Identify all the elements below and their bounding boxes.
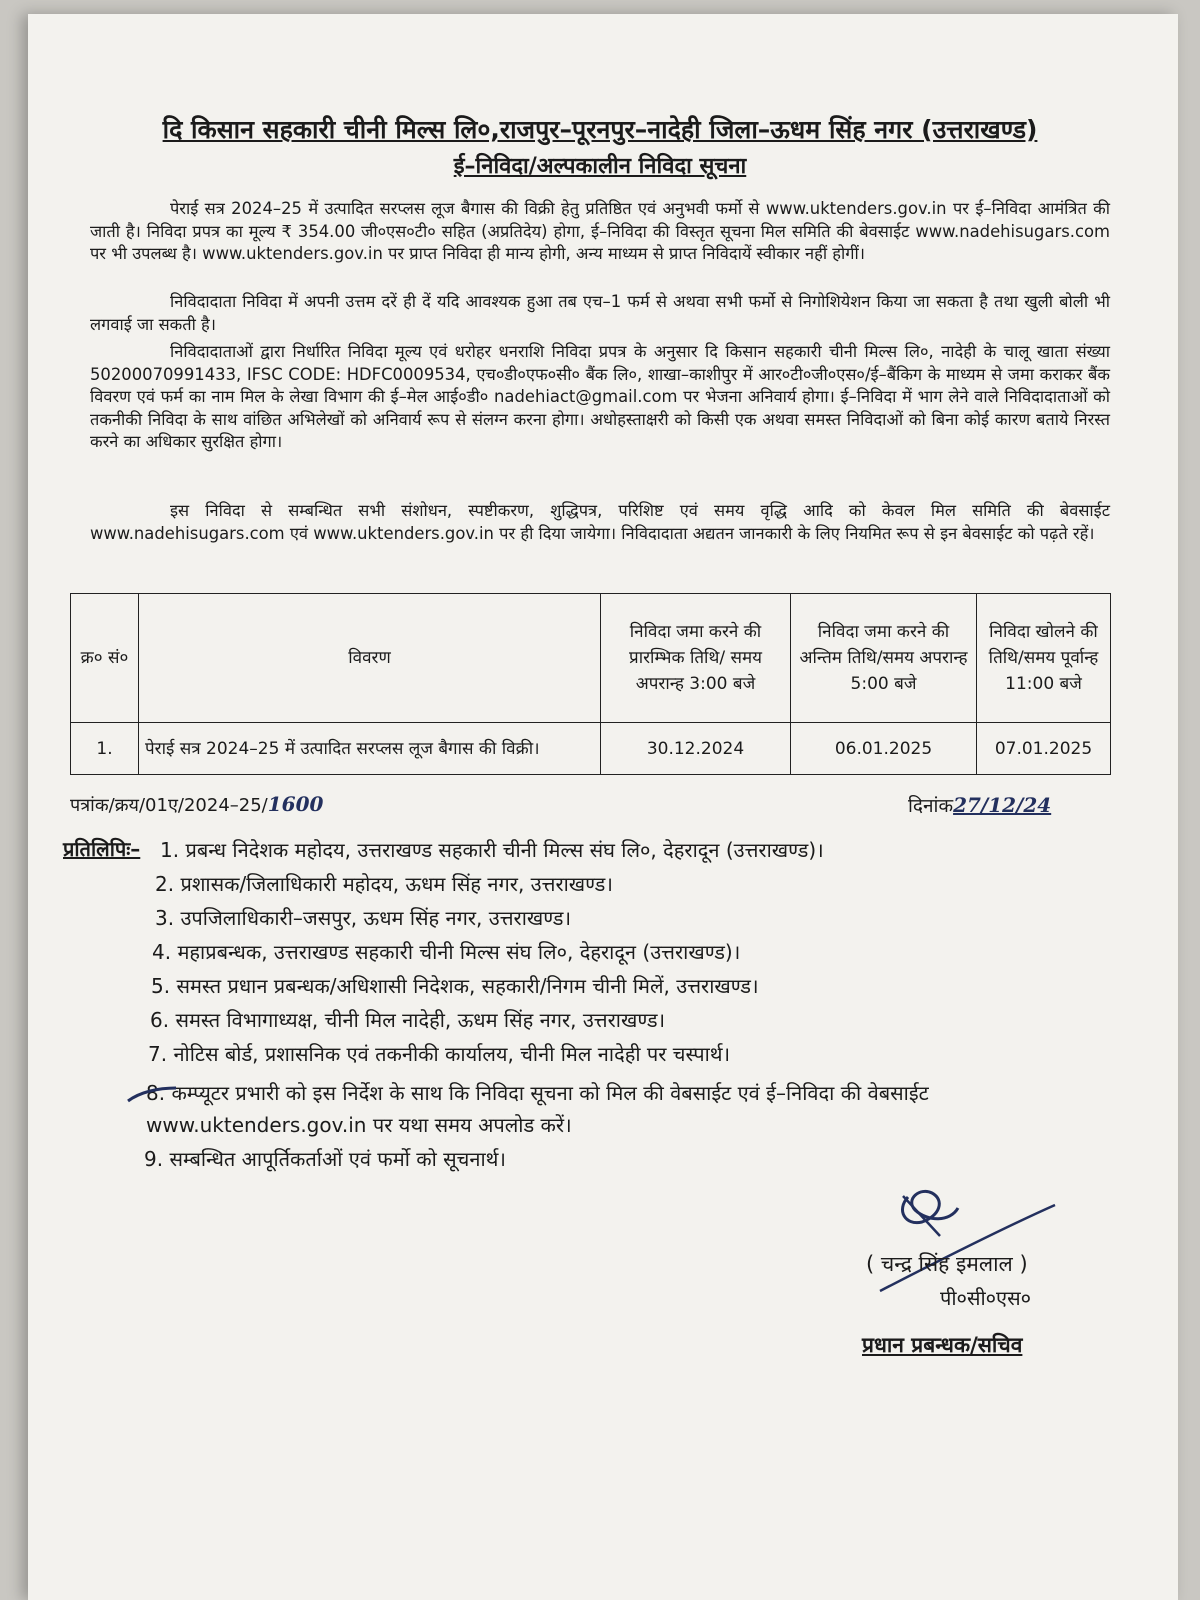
copy-item-4: 4. महाप्रबन्धक, उत्तराखण्ड सहकारी चीनी मिल्स संघ लि०, देहरादून (उत्तराखण्ड)। [152, 940, 741, 964]
copy-to-heading: प्रतिलिपिः– [63, 837, 141, 861]
paragraph-2: निविदादाता निविदा में अपनी उत्तम दरें ही दें यदि आवश्यक हुआ तब एच–1 फर्म से अथवा सभी फर्मो से निगोशियेशन किया जा सकता है तथा खुली बोली भी लगवाई जा सकती है। [90, 292, 1110, 334]
header-sno: क्र० सं० [71, 594, 139, 723]
copy-item-3: 3. उपजिलाधिकारी–जसपुर, ऊधम सिंह नगर, उत्तराखण्ड। [155, 906, 572, 930]
copy-item-9: 9. सम्बन्धित आपूर्तिकर्ताओं एवं फर्मो को सूचनार्थ। [144, 1147, 506, 1171]
reference-handwritten-number: 1600 [267, 792, 324, 816]
check-mark [128, 1088, 176, 1101]
signatory-name: ( चन्द्र सिंह इमलाल ) [866, 1252, 1028, 1276]
copy-item-8: 8. कम्प्यूटर प्रभारी को इस निर्देश के साथ कि निविदा सूचना को मिल की वेबसाईट एवं ई–निविदा की वेबसाईट www.uktenders.gov.in पर यथा समय अपलोड करें। [146, 1081, 929, 1137]
signatory-designation: पी०सी०एस० [940, 1286, 1032, 1310]
notice-subtitle: ई–निविदा/अल्पकालीन निविदा सूचना [453, 154, 747, 179]
header-opening-date: निविदा खोलने की तिथि/समय पूर्वान्ह 11:00 बजे [977, 594, 1111, 723]
document-title: दि किसान सहकारी चीनी मिल्स लि०,राजपुर–पूरनपुर–नादेही जिला–ऊधम सिंह नगर (उत्तराखण्ड) [162, 115, 1038, 144]
copy-item-2: 2. प्रशासक/जिलाधिकारी महोदय, ऊधम सिंह नगर, उत्तराखण्ड। [155, 872, 613, 896]
cell-sno: 1. [71, 723, 139, 775]
header-description: विवरण [139, 594, 601, 723]
paragraph-3: निविदादाताओं द्वारा निर्धारित निविदा मूल्य एवं धरोहर धनराशि निविदा प्रपत्र के अनुसार दि किसान सहकारी चीनी मिल्स लि०, नादेही के चालू खाता संख्या 50200070991433, IFSC CODE: HDFC0009534, एच०डी०एफ०सी० बैंक लि०, शाखा–काशीपुर में आर०टी०जी०एस०/ई–बैंकिग के माध्यम से जमा कराकर बैंक विवरण एवं फर्म का नाम मिल के लेखा विभाग की ई–मेल आई०डी० nadehiact@gmail.com पर भेजना अनिवार्य होगा। ई–निविदा में भाग लेने वाले निविदादाताओं को तकनीकी निविदा के साथ वांछित अभिलेखों को अनिवार्य रूप से संलग्न करना होगा। अधोहस्ताक्षरी को किसी एक अथवा समस्त निविदाओं को बिना कोई कारण बताये निरस्त करने का अधिकार सुरक्षित होगा। [90, 342, 1110, 451]
cell-end-date: 06.01.2025 [791, 723, 977, 775]
cell-opening-date: 07.01.2025 [977, 723, 1111, 775]
header-end-date: निविदा जमा करने की अन्तिम तिथि/समय अपरान्ह 5:00 बजे [791, 594, 977, 723]
copy-item-6: 6. समस्त विभागाध्यक्ष, चीनी मिल नादेही, ऊधम सिंह नगर, उत्तराखण्ड। [150, 1008, 666, 1032]
signatory-post: प्रधान प्रबन्धक/सचिव [862, 1333, 1023, 1357]
header-start-date: निविदा जमा करने की प्रारम्भिक तिथि/ समय अपरान्ह 3:00 बजे [601, 594, 791, 723]
date-label: दिनांक [908, 795, 954, 817]
copy-item-5: 5. समस्त प्रधान प्रबन्धक/अधिशासी निदेशक, सहकारी/निगम चीनी मिलें, उत्तराखण्ड। [151, 974, 759, 998]
paragraph-4: इस निविदा से सम्बन्धित सभी संशोधन, स्पष्टीकरण, शुद्धिपत्र, परिशिष्ट एवं समय वृद्धि आदि को केवल मिल समिति की बेवसाईट www.nadehisugars.com एवं www.uktenders.gov.in पर ही दिया जायेगा। निविदादाता अद्यतन जानकारी के लिए नियमित रूप से इन बेवसाईट को पढ़ते रहें। [90, 501, 1110, 543]
cell-description: पेराई सत्र 2024–25 में उत्पादित सरप्लस लूज बैगास की विक्री। [139, 723, 601, 775]
date-handwritten-value: 27/12/24 [953, 793, 1052, 817]
reference-prefix: पत्रांक/क्रय/01ए/2024–25/ [70, 795, 268, 816]
paragraph-1: पेराई सत्र 2024–25 में उत्पादित सरप्लस लूज बैगास की विक्री हेतु प्रतिष्ठित एवं अनुभवी फर्मो से www.uktenders.gov.in पर ई–निविदा आमंत्रित की जाती है। निविदा प्रपत्र का मूल्य ₹ 354.00 जी०एस०टी० सहित (अप्रतिदेय) होगा, ई–निविदा की विस्तृत सूचना मिल समिति की बेवसाईट www.nadehisugars.com पर भी उपलब्ध है। www.uktenders.gov.in पर प्राप्त निविदा ही मान्य होगी, अन्य माध्यम से प्राप्त निविदायें स्वीकार नहीं होगीं। [90, 199, 1110, 263]
signature-scribble [903, 1191, 958, 1222]
copy-item-1: 1. प्रबन्ध निदेशक महोदय, उत्तराखण्ड सहकारी चीनी मिल्स संघ लि०, देहरादून (उत्तराखण्ड)। [160, 838, 824, 862]
copy-item-7: 7. नोटिस बोर्ड, प्रशासनिक एवं तकनीकी कार्यालय, चीनी मिल नादेही पर चस्पार्थ। [148, 1042, 731, 1066]
cell-start-date: 30.12.2024 [601, 723, 791, 775]
